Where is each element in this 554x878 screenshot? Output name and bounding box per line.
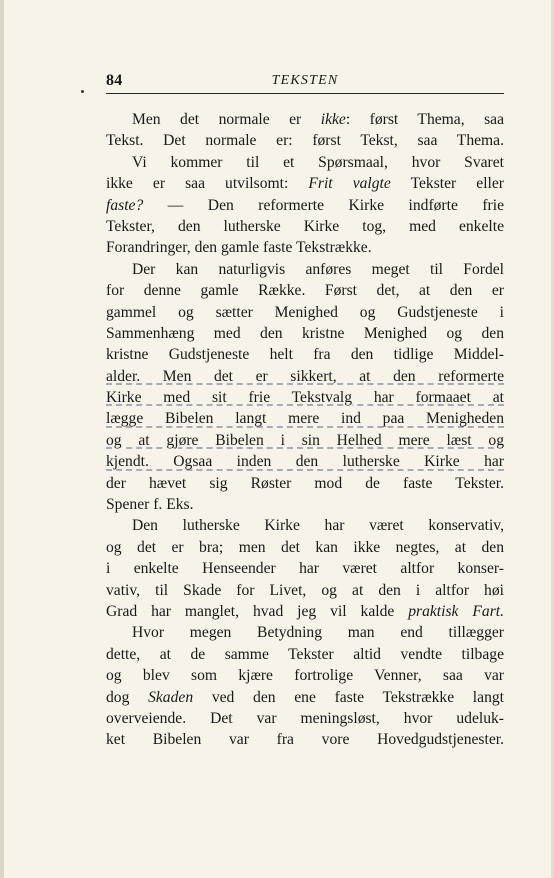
text-segment: Forandringer, den gamle faste Tekstrække.: [106, 239, 372, 257]
text-segment: Men det normale er: [132, 111, 321, 128]
text-line: [106, 130, 504, 151]
text-segment: i enkelte Henseender har været altfor konser-: [106, 560, 504, 578]
text-segment: overveiende. Det var meningsløst, hvor udeluk-: [106, 709, 504, 727]
text-line: [106, 515, 504, 536]
text-line: [106, 366, 504, 387]
text-segment: Tekst. Det normale er: først Tekst, saa Thema.: [106, 132, 504, 150]
text-line: [106, 216, 504, 237]
text-line: [106, 537, 504, 558]
text-line: [106, 473, 504, 494]
text-segment: ket Bibelen var fra vore Hovedgudstjenester.: [106, 731, 504, 749]
text-line: [106, 622, 504, 643]
text-segment: kristne Gudstjeneste helt fra den tidlige Middel-: [106, 346, 504, 364]
text-line: [106, 558, 504, 579]
page-number: 84: [106, 72, 123, 89]
text-line: [106, 152, 504, 173]
text-line: [106, 237, 504, 258]
text-line: [106, 580, 504, 601]
text-line: [106, 387, 504, 408]
text-line: [106, 280, 504, 301]
text-segment: Tekster, den lutherske Kirke tog, med enkelte: [106, 217, 504, 235]
text-line: [106, 451, 504, 472]
text-segment: vativ, til Skade for Livet, og at den i altfor høi: [106, 581, 504, 599]
text-line: [106, 729, 504, 750]
scan-edge: [0, 0, 4, 878]
text-segment: gammel og sætter Menighed og Gudstjeneste i: [106, 303, 504, 321]
text-line: [106, 687, 504, 708]
text-segment: Spener f. Eks.: [106, 496, 194, 514]
text-line: [106, 173, 504, 194]
italic-text: Skaden: [148, 688, 194, 706]
text-line: [106, 494, 504, 515]
text-segment: lægge Bibelen langt mere ind paa Menigheden: [106, 410, 504, 428]
text-segment: Vi kommer til et Spørsmaal, hvor Svaret: [132, 153, 504, 171]
text-line: [106, 344, 504, 365]
text-line: [106, 323, 504, 344]
italic-text: ikke: [320, 111, 346, 128]
text-line: [106, 665, 504, 686]
text-line: [106, 302, 504, 323]
text-segment: dette, at de samme Tekster altid vendte tilbage: [106, 645, 504, 663]
text-segment: Der kan naturligvis anføres meget til Fordel: [132, 260, 504, 278]
text-segment: dog: [106, 688, 149, 706]
italic-text: Frit valgte: [308, 175, 391, 193]
text-segment: Tekster eller: [390, 175, 504, 193]
text-segment: og at gjøre Bibelen i sin Helhed mere læst og: [106, 431, 504, 449]
text-segment: alder. Men det er sikkert, at den reformerte: [106, 367, 504, 385]
text-segment: Grad har manglet, hvad jeg vil kalde: [106, 602, 409, 620]
text-segment: og det er bra; men det kan ikke negtes, at den: [106, 538, 504, 556]
running-title: TEKSTEN: [271, 73, 339, 88]
text-segment: : først Thema, saa: [345, 111, 504, 128]
margin-dot: [81, 90, 84, 93]
text-line: [106, 408, 504, 429]
text-segment: Hvor megen Betydning man end tillægger: [132, 624, 504, 642]
text-segment: Sammenhæng med den kristne Menighed og den: [106, 324, 504, 342]
text-line: [106, 708, 504, 729]
text-segment: kjendt. Ogsaa inden den lutherske Kirke har: [106, 453, 504, 471]
text-line: [106, 644, 504, 665]
text-line: [106, 601, 504, 622]
text-segment: ikke er saa utvilsomt:: [106, 175, 309, 193]
italic-text: faste?: [106, 196, 144, 214]
text-line: [106, 259, 504, 280]
italic-text: praktisk Fart.: [408, 602, 504, 620]
text-segment: Den lutherske Kirke har været konservativ,: [132, 517, 504, 535]
text-line: [106, 195, 504, 216]
text-segment: og blev som kjære fortrolige Venner, saa var: [106, 667, 504, 685]
text-segment: ved den ene faste Tekstrække langt: [193, 688, 504, 706]
body-text: [106, 109, 504, 751]
text-line: [106, 430, 504, 451]
page-header: [106, 71, 504, 94]
text-segment: — Den reformerte Kirke indførte frie: [143, 196, 504, 214]
text-line: [106, 109, 504, 130]
text-segment: for denne gamle Række. Først det, at den er: [106, 282, 504, 300]
text-segment: der hævet sig Røster mod de faste Tekster.: [106, 474, 504, 492]
text-segment: Kirke med sit frie Tekstvalg har formaaet at: [106, 389, 504, 407]
